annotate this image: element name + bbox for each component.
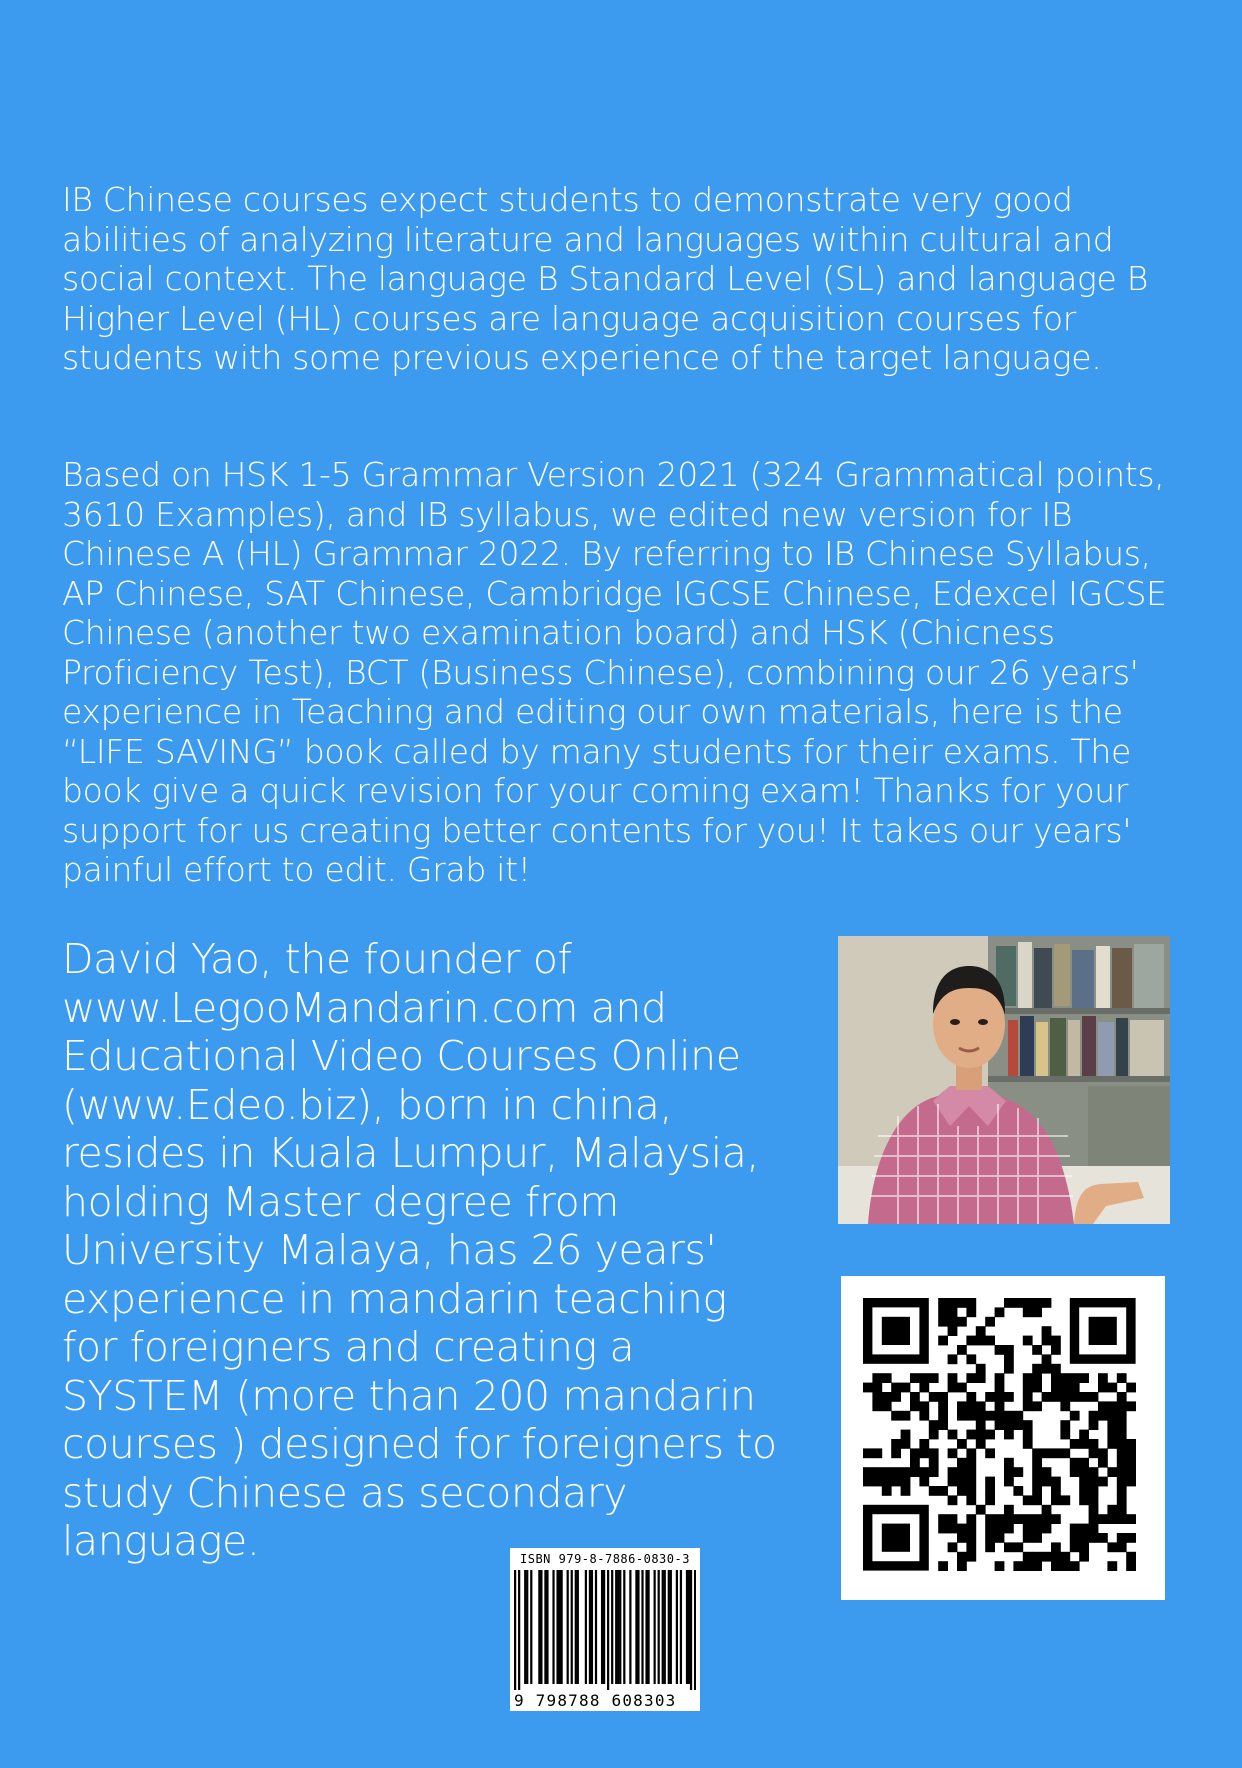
author-photo xyxy=(838,936,1170,1224)
barcode-bars xyxy=(514,1570,696,1690)
author-bio: David Yao, the founder of www.LegooMandarin.com and Educational Video Courses Online (www.Edeo.biz), born in china, resides in Kuala Lumpur, Malaysia, holding Master degree from University Malaya, has 26 years' experience in mandarin teaching for foreigners and creating a SYSTEM (more than 200 mandarin courses ) designed for foreigners to study Chinese as secondary language. xyxy=(62,935,777,1565)
isbn-label: ISBN 979-8-7886-0830-3 xyxy=(520,1552,690,1566)
isbn-digits: 9 798788 608303 xyxy=(514,1691,677,1710)
isbn-barcode xyxy=(510,1548,700,1711)
qr-code[interactable] xyxy=(841,1276,1165,1600)
description-paragraph-2: Based on HSK 1-5 Grammar Version 2021 (324 Grammatical points, 3610 Examples), and IB syllabus, we edited new version for IB Chinese A (HL) Grammar 2022. By referring to IB Chinese Syllabus, AP Chinese, SAT Chinese, Cambridge IGCSE Chinese, Edexcel IGCSE Chinese (another two examination board) and HSK (Chicness Proficiency Test), BCT (Business Chinese), combining our 26 years' experience in Teaching and editing our own materials, here is the “LIFE SAVING” book called by many students for their exams. The book give a quick revision for your coming exam! Thanks for your support for us creating better contents for you! It takes our years' painful effort to edit. Grab it! xyxy=(62,455,1167,889)
description-paragraph-1: IB Chinese courses expect students to demonstrate very good abilities of analyzing literature and languages within cultural and social context. The language B Standard Level (SL) and language B Higher Level (HL) courses are language acquisition courses for students with some previous experience of the target language. xyxy=(62,180,1149,377)
